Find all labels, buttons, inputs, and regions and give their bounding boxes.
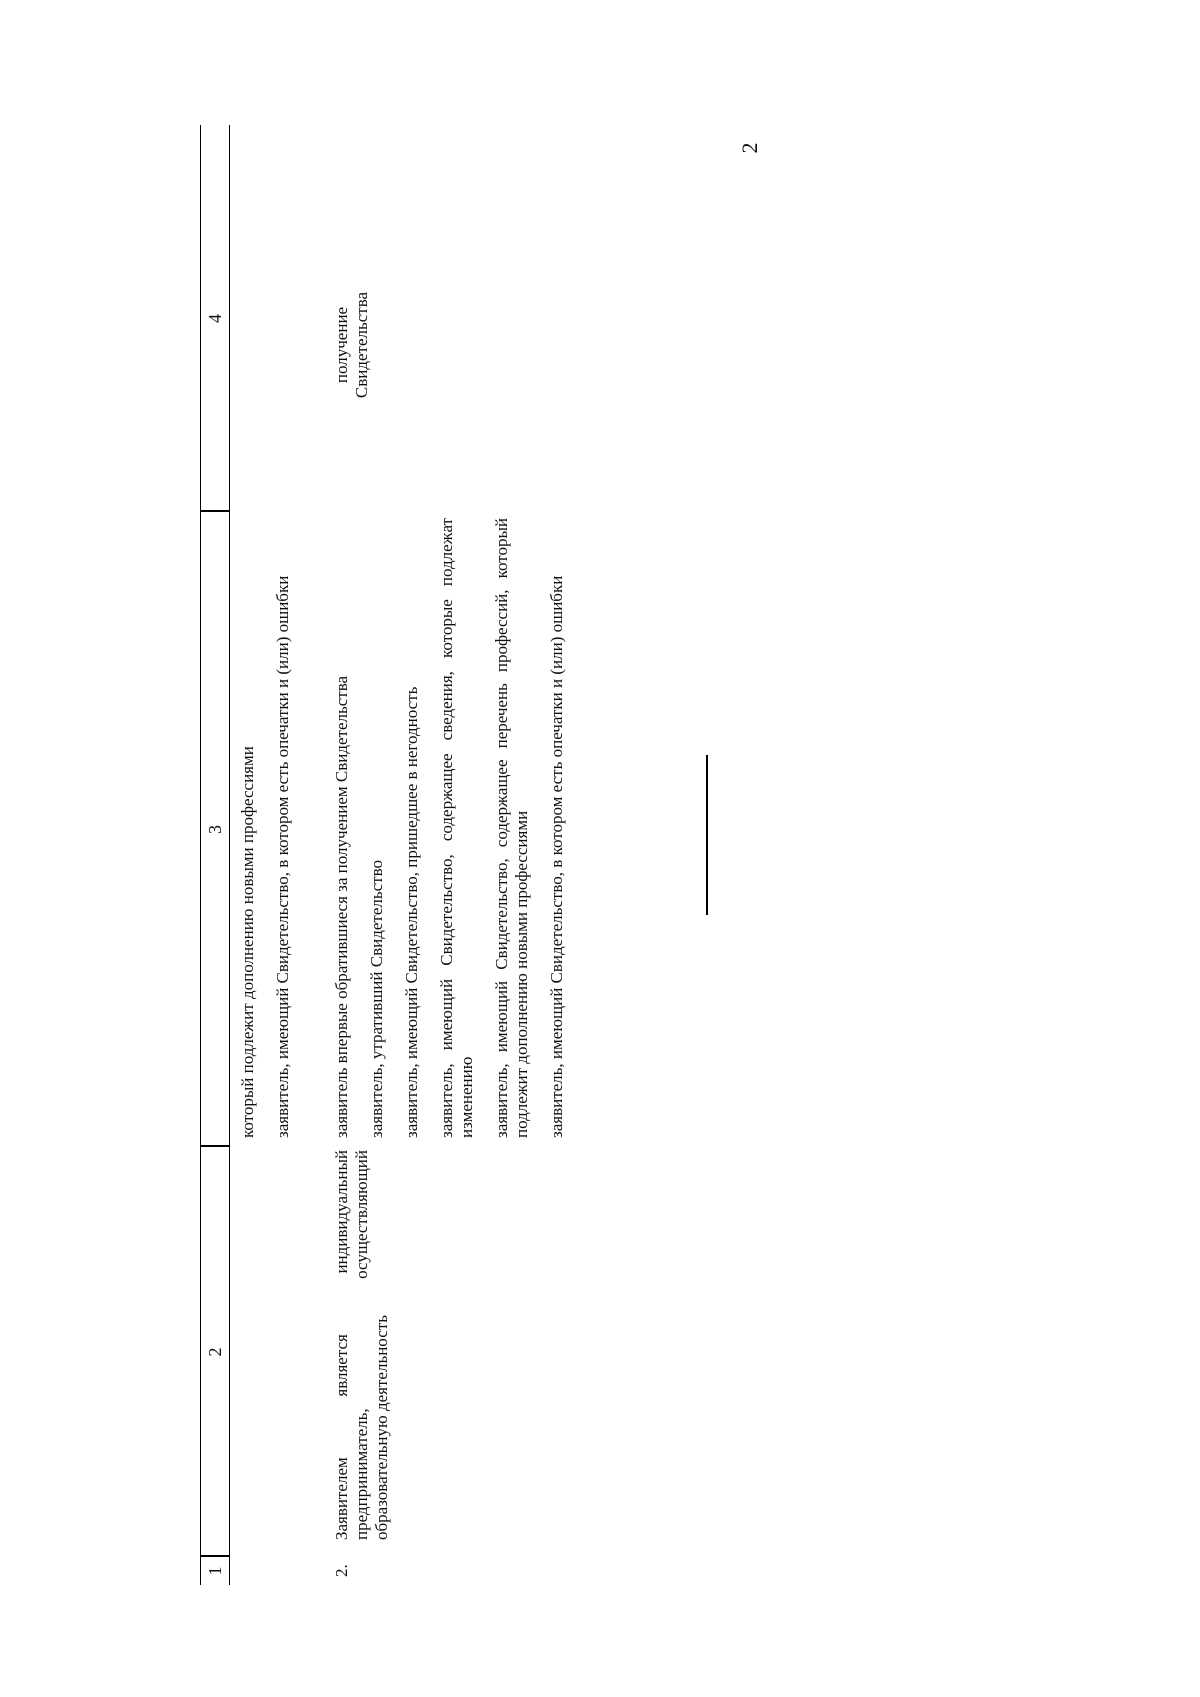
applicant-cell: Заявителем является индивидуальный предприниматель, осуществляющий образовательную деятельность bbox=[332, 1150, 391, 1540]
case-item: заявитель, имеющий Свидетельство, в котором есть опечатки и (или) ошибки bbox=[547, 575, 566, 1138]
header-col-1: 1 bbox=[205, 1566, 225, 1576]
header-col-3: 3 bbox=[205, 825, 225, 834]
table-header-row bbox=[200, 125, 230, 1585]
cases-cell bbox=[332, 518, 582, 1138]
page-number: 2 bbox=[737, 142, 762, 154]
case-item: заявитель впервые обратившиеся за получением Свидетельства bbox=[332, 675, 351, 1138]
continuation-text: который подлежит дополнению новыми профессиями bbox=[238, 746, 257, 1138]
case-item: заявитель, утративший Свидетельство bbox=[367, 859, 386, 1138]
continuation-cell bbox=[238, 518, 308, 1138]
case-item: заявитель, имеющий Свидетельство, содержащее перечень профессий, который подлежит дополнению новыми профессиями bbox=[492, 518, 531, 1138]
row-number: 2. bbox=[332, 1564, 351, 1577]
continuation-text: заявитель, имеющий Свидетельство, в котором есть опечатки и (или) ошибки bbox=[273, 575, 292, 1138]
header-col-4: 4 bbox=[205, 314, 225, 323]
case-item: заявитель, имеющий Свидетельство, пришедшее в негодность bbox=[402, 686, 421, 1138]
header-col-2: 2 bbox=[205, 1347, 225, 1357]
rotated-table bbox=[200, 125, 700, 1585]
case-item: заявитель, имеющий Свидетельство, содержащее сведения, которые подлежат изменению bbox=[437, 518, 476, 1138]
result-cell: получение Свидетельства bbox=[332, 291, 371, 399]
end-divider bbox=[706, 755, 708, 915]
